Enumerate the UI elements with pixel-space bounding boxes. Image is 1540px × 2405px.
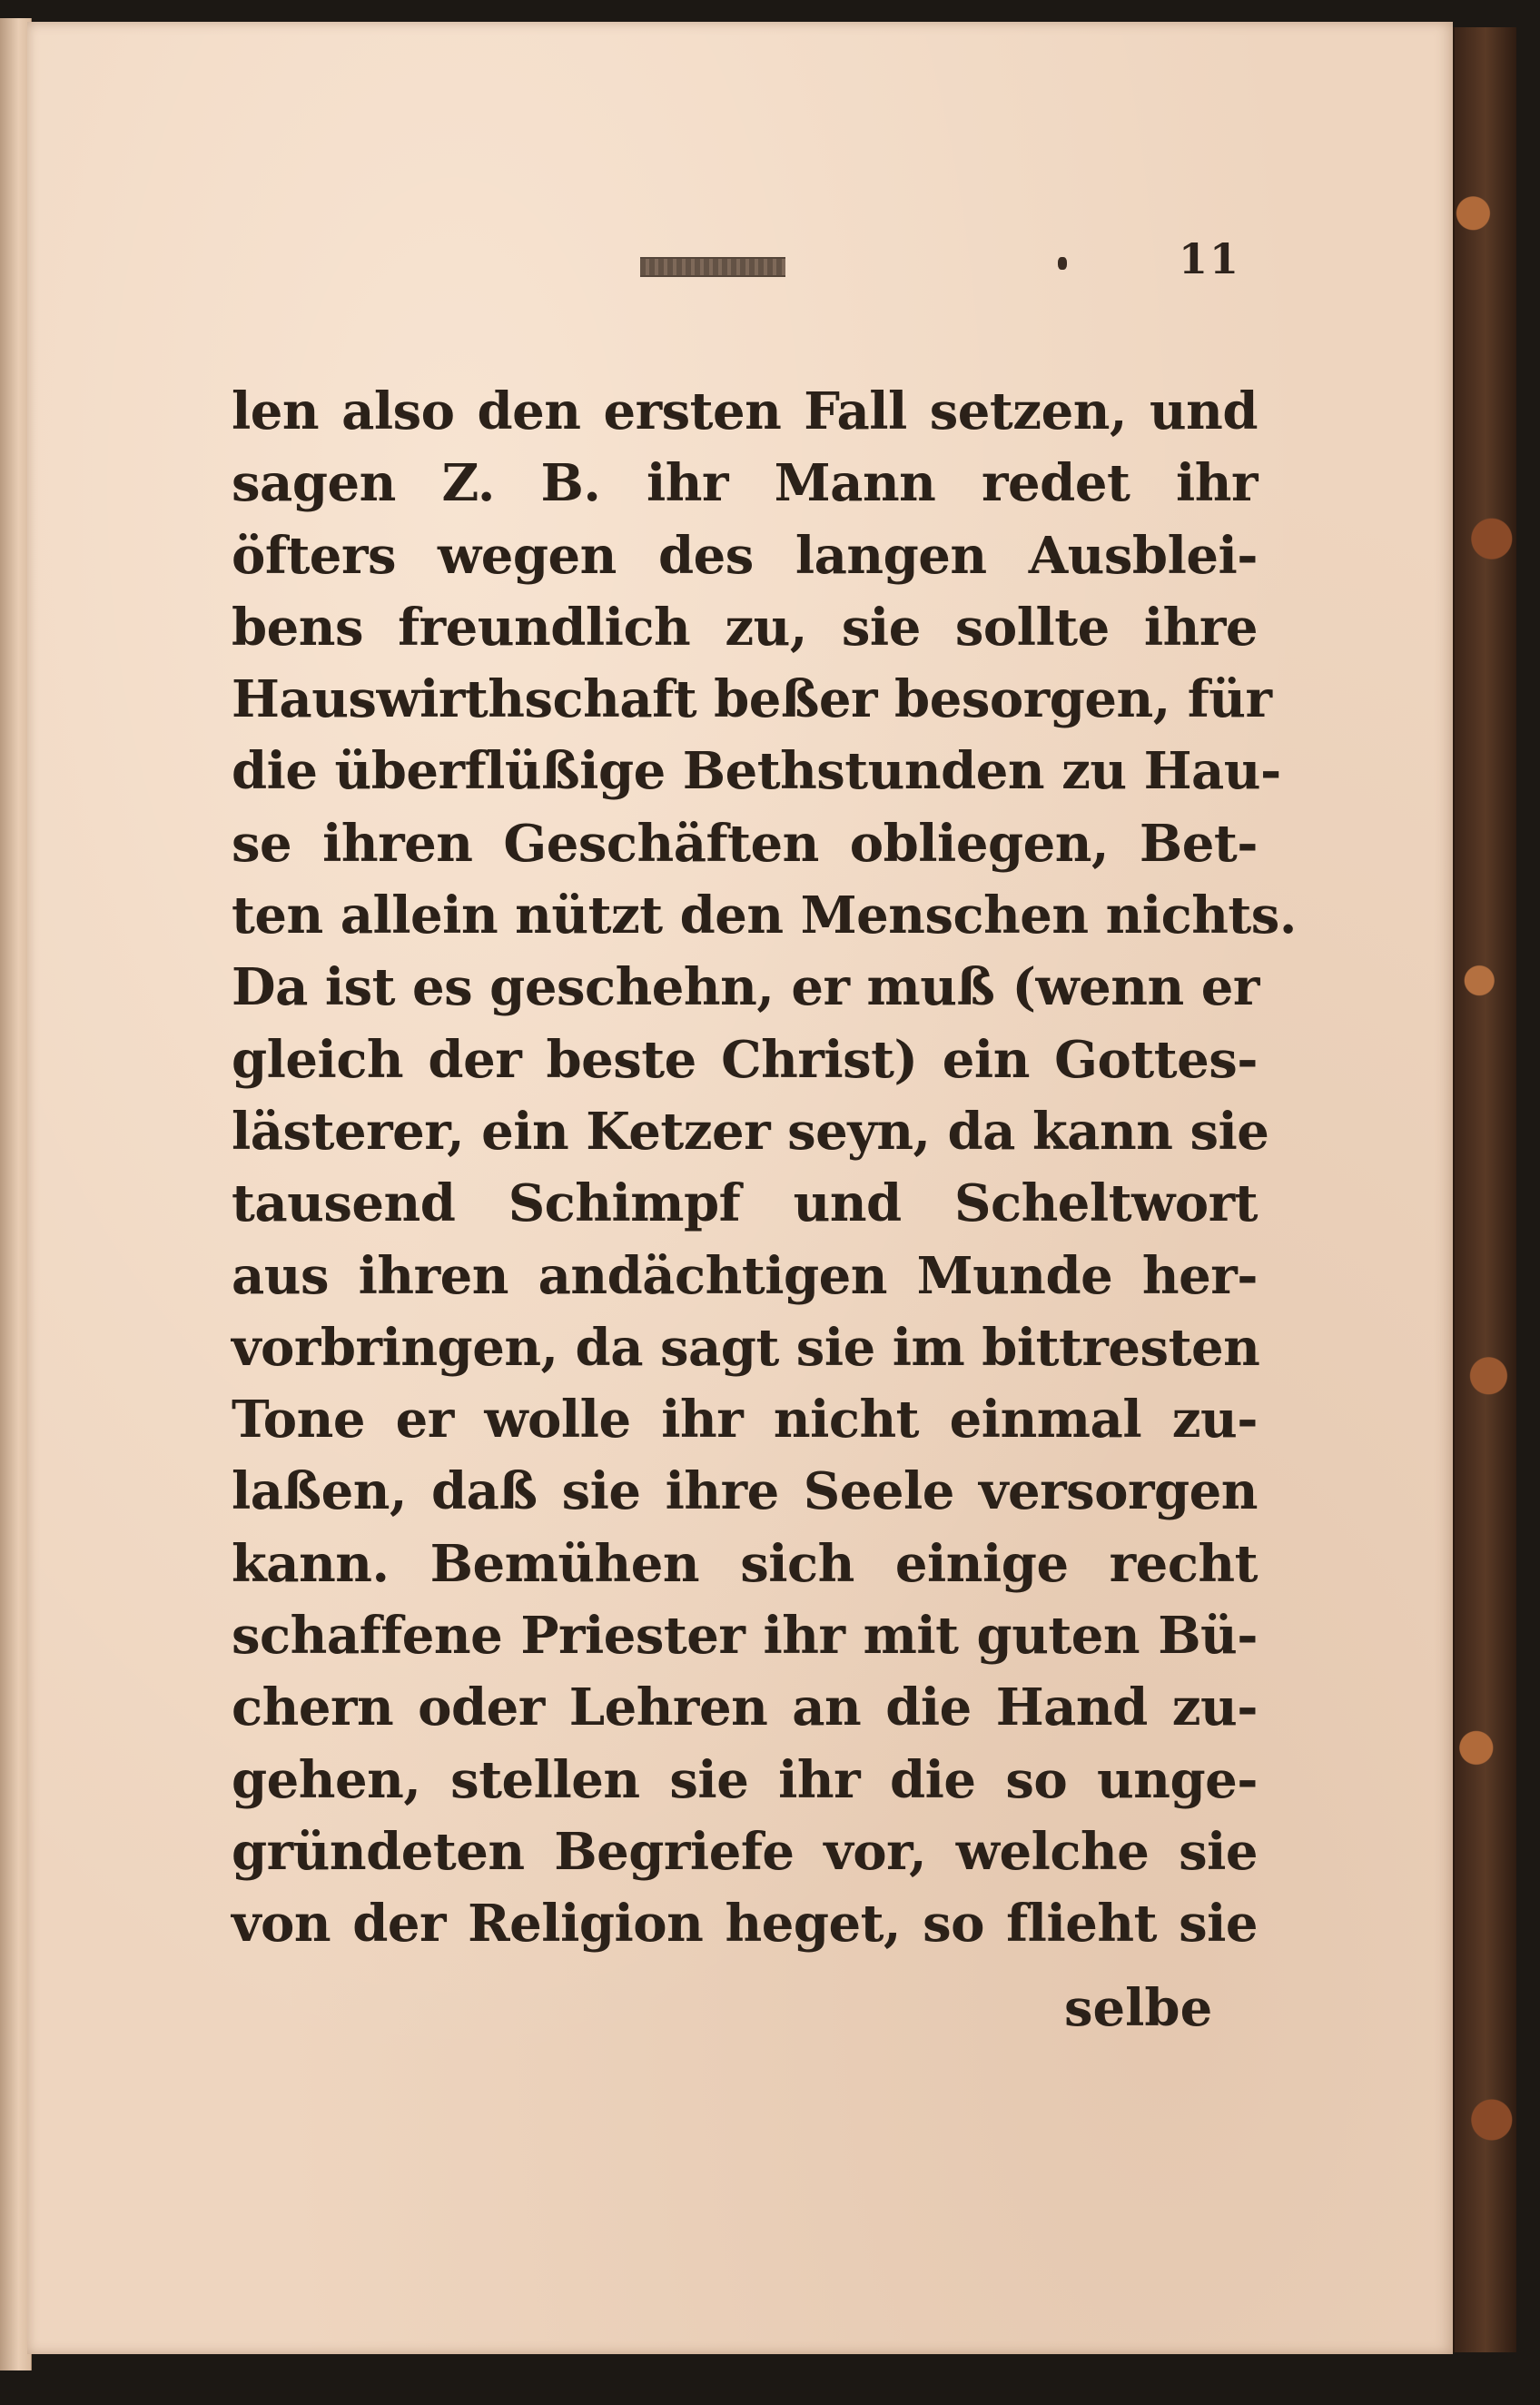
text-line: tausend Schimpf und Scheltwort <box>232 1173 1258 1234</box>
text-line: len also den ersten Fall setzen, und <box>232 381 1258 441</box>
text-line: Da ist es geschehn, er muß (wenn er <box>232 957 1259 1018</box>
catchword: selbe <box>1064 1978 1213 2038</box>
text-line: vorbringen, da sagt sie im bittresten <box>232 1317 1260 1378</box>
text-line: öfters wegen des langen Ausblei- <box>232 525 1258 586</box>
page-number: 11 <box>1179 234 1241 283</box>
text-line: von der Religion heget, so flieht sie <box>232 1894 1258 1955</box>
text-line: die überflüßige Bethstunden zu Hau- <box>232 741 1281 802</box>
text-line: aus ihren andächtigen Munde her- <box>232 1245 1258 1306</box>
book-cover-edge <box>1453 27 1516 2352</box>
text-line: sagen Z. B. ihr Mann redet ihr <box>232 453 1258 514</box>
text-line: gehen, stellen sie ihr die so unge- <box>232 1749 1258 1810</box>
text-line: gleich der beste Christ) ein Gottes- <box>232 1029 1258 1090</box>
header-ornament-rule <box>640 257 785 277</box>
text-line: ten allein nützt den Menschen nichts. <box>232 886 1297 946</box>
text-line: chern oder Lehren an die Hand zu- <box>232 1678 1258 1738</box>
text-line: lästerer, ein Ketzer seyn, da kann sie <box>232 1101 1269 1162</box>
text-line: bens freundlich zu, sie sollte ihre <box>232 597 1258 658</box>
body-text <box>232 376 1297 1961</box>
text-line: schaffene Priester ihr mit guten Bü- <box>232 1606 1258 1667</box>
text-line: Tone er wolle ihr nicht einmal zu- <box>232 1390 1258 1450</box>
text-line: laßen, daß sie ihre Seele versorgen <box>232 1461 1258 1522</box>
text-line: se ihren Geschäften obliegen, Bet- <box>232 813 1258 874</box>
text-line: Hauswirthschaft beßer besorgen, für <box>232 669 1272 730</box>
text-line: kann. Bemühen sich einige recht <box>232 1533 1258 1594</box>
header-mark <box>1058 257 1067 270</box>
text-line: gründeten Begriefe vor, welche sie <box>232 1821 1258 1882</box>
